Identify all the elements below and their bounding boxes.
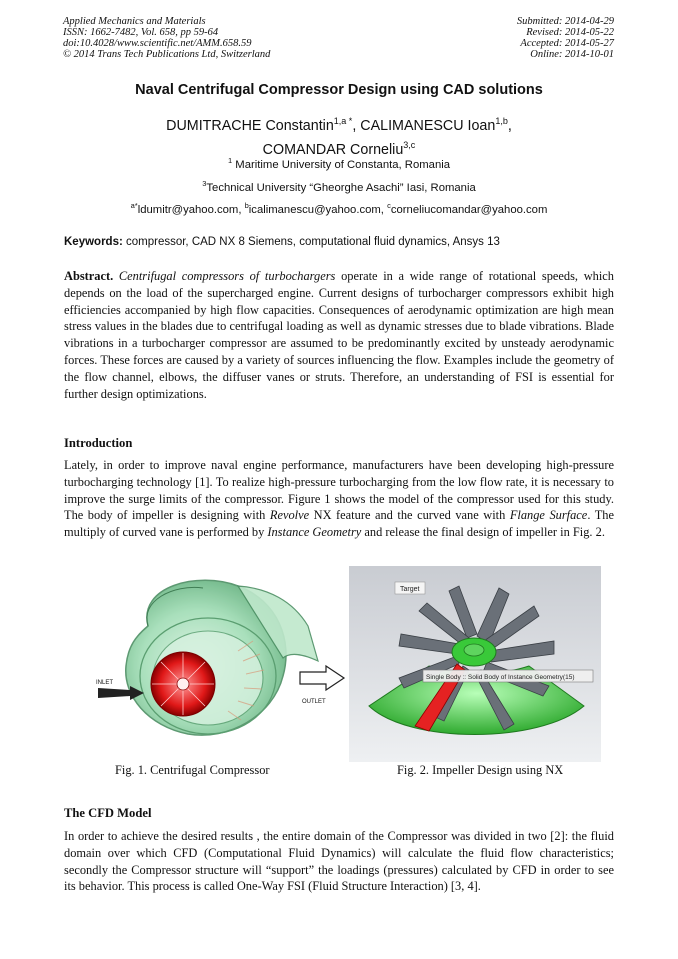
date-submitted: Submitted: 2014-04-29 xyxy=(516,16,614,27)
affiliation-3-text: Technical University “Gheorghe Asachi” Iasi, Romania xyxy=(206,181,476,194)
journal-issn: ISSN: 1662-7482, Vol. 658, pp 59-64 xyxy=(63,27,219,38)
author-sep: , xyxy=(507,117,512,134)
journal-copyright: © 2014 Trans Tech Publications Ltd, Switzerland xyxy=(63,49,271,60)
introduction-heading: Introduction xyxy=(64,436,133,450)
email-a-sup: a* xyxy=(130,201,138,210)
journal-doi: doi:10.4028/www.scientific.net/AMM.658.59 xyxy=(63,38,252,49)
journal-info xyxy=(63,16,270,60)
date-online: Online: 2014-10-01 xyxy=(530,49,614,60)
intro-italic: Instance Geometry xyxy=(267,525,362,540)
abstract xyxy=(64,268,614,402)
affiliation-3 xyxy=(0,179,678,194)
email-c: corneliucomandar@yahoo.com xyxy=(390,203,548,216)
target-label: Target xyxy=(400,586,420,593)
submission-dates xyxy=(517,16,614,60)
figure-1 xyxy=(78,566,346,762)
journal-name: Applied Mechanics and Materials xyxy=(63,16,206,27)
author-sep: , xyxy=(352,117,361,134)
author-1: DUMITRACHE Constantin xyxy=(166,117,334,134)
date-revised: Revised: 2014-05-22 xyxy=(526,27,614,38)
affiliation-1-text: Maritime University of Constanta, Romania xyxy=(232,158,451,171)
keywords-text: compressor, CAD NX 8 Siemens, computational fluid dynamics, Ansys 13 xyxy=(122,236,500,248)
intro-italic: Flange Surface xyxy=(509,508,588,523)
keywords xyxy=(64,236,616,248)
abstract-lead: Centrifugal compressors of turbochargers xyxy=(113,269,336,283)
paper-title: Naval Centrifugal Compressor Design using CAD solutions xyxy=(135,82,543,98)
impeller-illustration xyxy=(349,566,601,762)
intro-italic: Revolve xyxy=(269,508,310,523)
author-1-sup: 1,a * xyxy=(333,116,353,126)
email-c-sup: c xyxy=(387,201,391,210)
author-2-sup: 1,b xyxy=(495,116,508,126)
keywords-label: Keywords: xyxy=(64,236,123,248)
figure-2 xyxy=(349,566,601,762)
date-accepted: Accepted: 2014-05-27 xyxy=(520,38,614,49)
abstract-text: operate in a wide range of rotational speeds, which depends on the load of the supercharged engine. Current designs of turbocharger compressors exhibit high efficiencies accompanied by high flow capacities. Consequences of aerodynamic optimization are high mean stress values in the blades due to centrifugal loading as well as dynamic stresses due to blade vibrations. Blade vibrations in a turbocharger compressor are assumed to be predominantly excited by unsteady aerodynamic forces. These forces are caused by a variety of sources influencing the flow. Examples include the geometry of the flow channel, elbows, the diffuser vanes or struts. Therefore, an understanding of FSI is essential for further design optimizations. xyxy=(64,269,614,401)
intro-part: . The multiply of curved vane is performed by xyxy=(64,508,614,540)
tooltip-label: Single Body :: Solid Body of Instance Geometry(15) xyxy=(426,674,575,681)
intro-part: and release the final design of impeller in Fig. 2. xyxy=(361,525,605,540)
emails xyxy=(0,201,678,216)
affiliation-1-sup: 1 xyxy=(227,156,233,165)
figure-2-caption: Fig. 2. Impeller Design using NX xyxy=(397,763,564,777)
email-b-sup: b xyxy=(244,201,249,210)
email-a: ldumitr@yahoo.com, xyxy=(137,203,245,216)
inlet-label: INLET xyxy=(96,680,114,686)
authors xyxy=(0,112,678,160)
author-2: CALIMANESCU Ioan xyxy=(360,117,496,134)
abstract-label: Abstract. xyxy=(64,269,114,283)
intro-part: NX feature and the curved vane with xyxy=(309,508,510,523)
intro-part: Lately, in order to improve naval engine performance, manufacturers have been developing high-pressure turbocharging technology [1]. To realize high-pressure turbocharging from the low flow rate, it is necessary to improve the surge limits of the compressor. Figure 1 shows the model of the compressor used for this study. The body of impeller is designing with xyxy=(64,458,614,523)
cfd-text: In order to achieve the desired results , the entire domain of the Compressor was divided in two [2]: the fluid domain over which CFD (Computational Fluid Dynamics) will calculate the fluid flow characteristics; secondly the Compressor structure will “support” the loadings (pressures) calculated by CFD in order to see its behavior. This process is called One-Way FSI (Fluid Structure Interaction) [3, 4]. xyxy=(64,829,614,894)
author-3-sup: 3,c xyxy=(403,139,416,150)
email-b: icalimanescu@yahoo.com, xyxy=(248,203,388,216)
affiliation-1 xyxy=(0,156,678,171)
introduction-text xyxy=(64,457,614,541)
compressor-illustration xyxy=(78,566,346,762)
cfd-heading: The CFD Model xyxy=(64,806,152,820)
outlet-label: OUTLET xyxy=(302,699,326,705)
figure-1-caption: Fig. 1. Centrifugal Compressor xyxy=(115,763,270,777)
author-3: COMANDAR Corneliu xyxy=(262,141,404,158)
affiliation-3-sup: 3 xyxy=(202,179,207,188)
